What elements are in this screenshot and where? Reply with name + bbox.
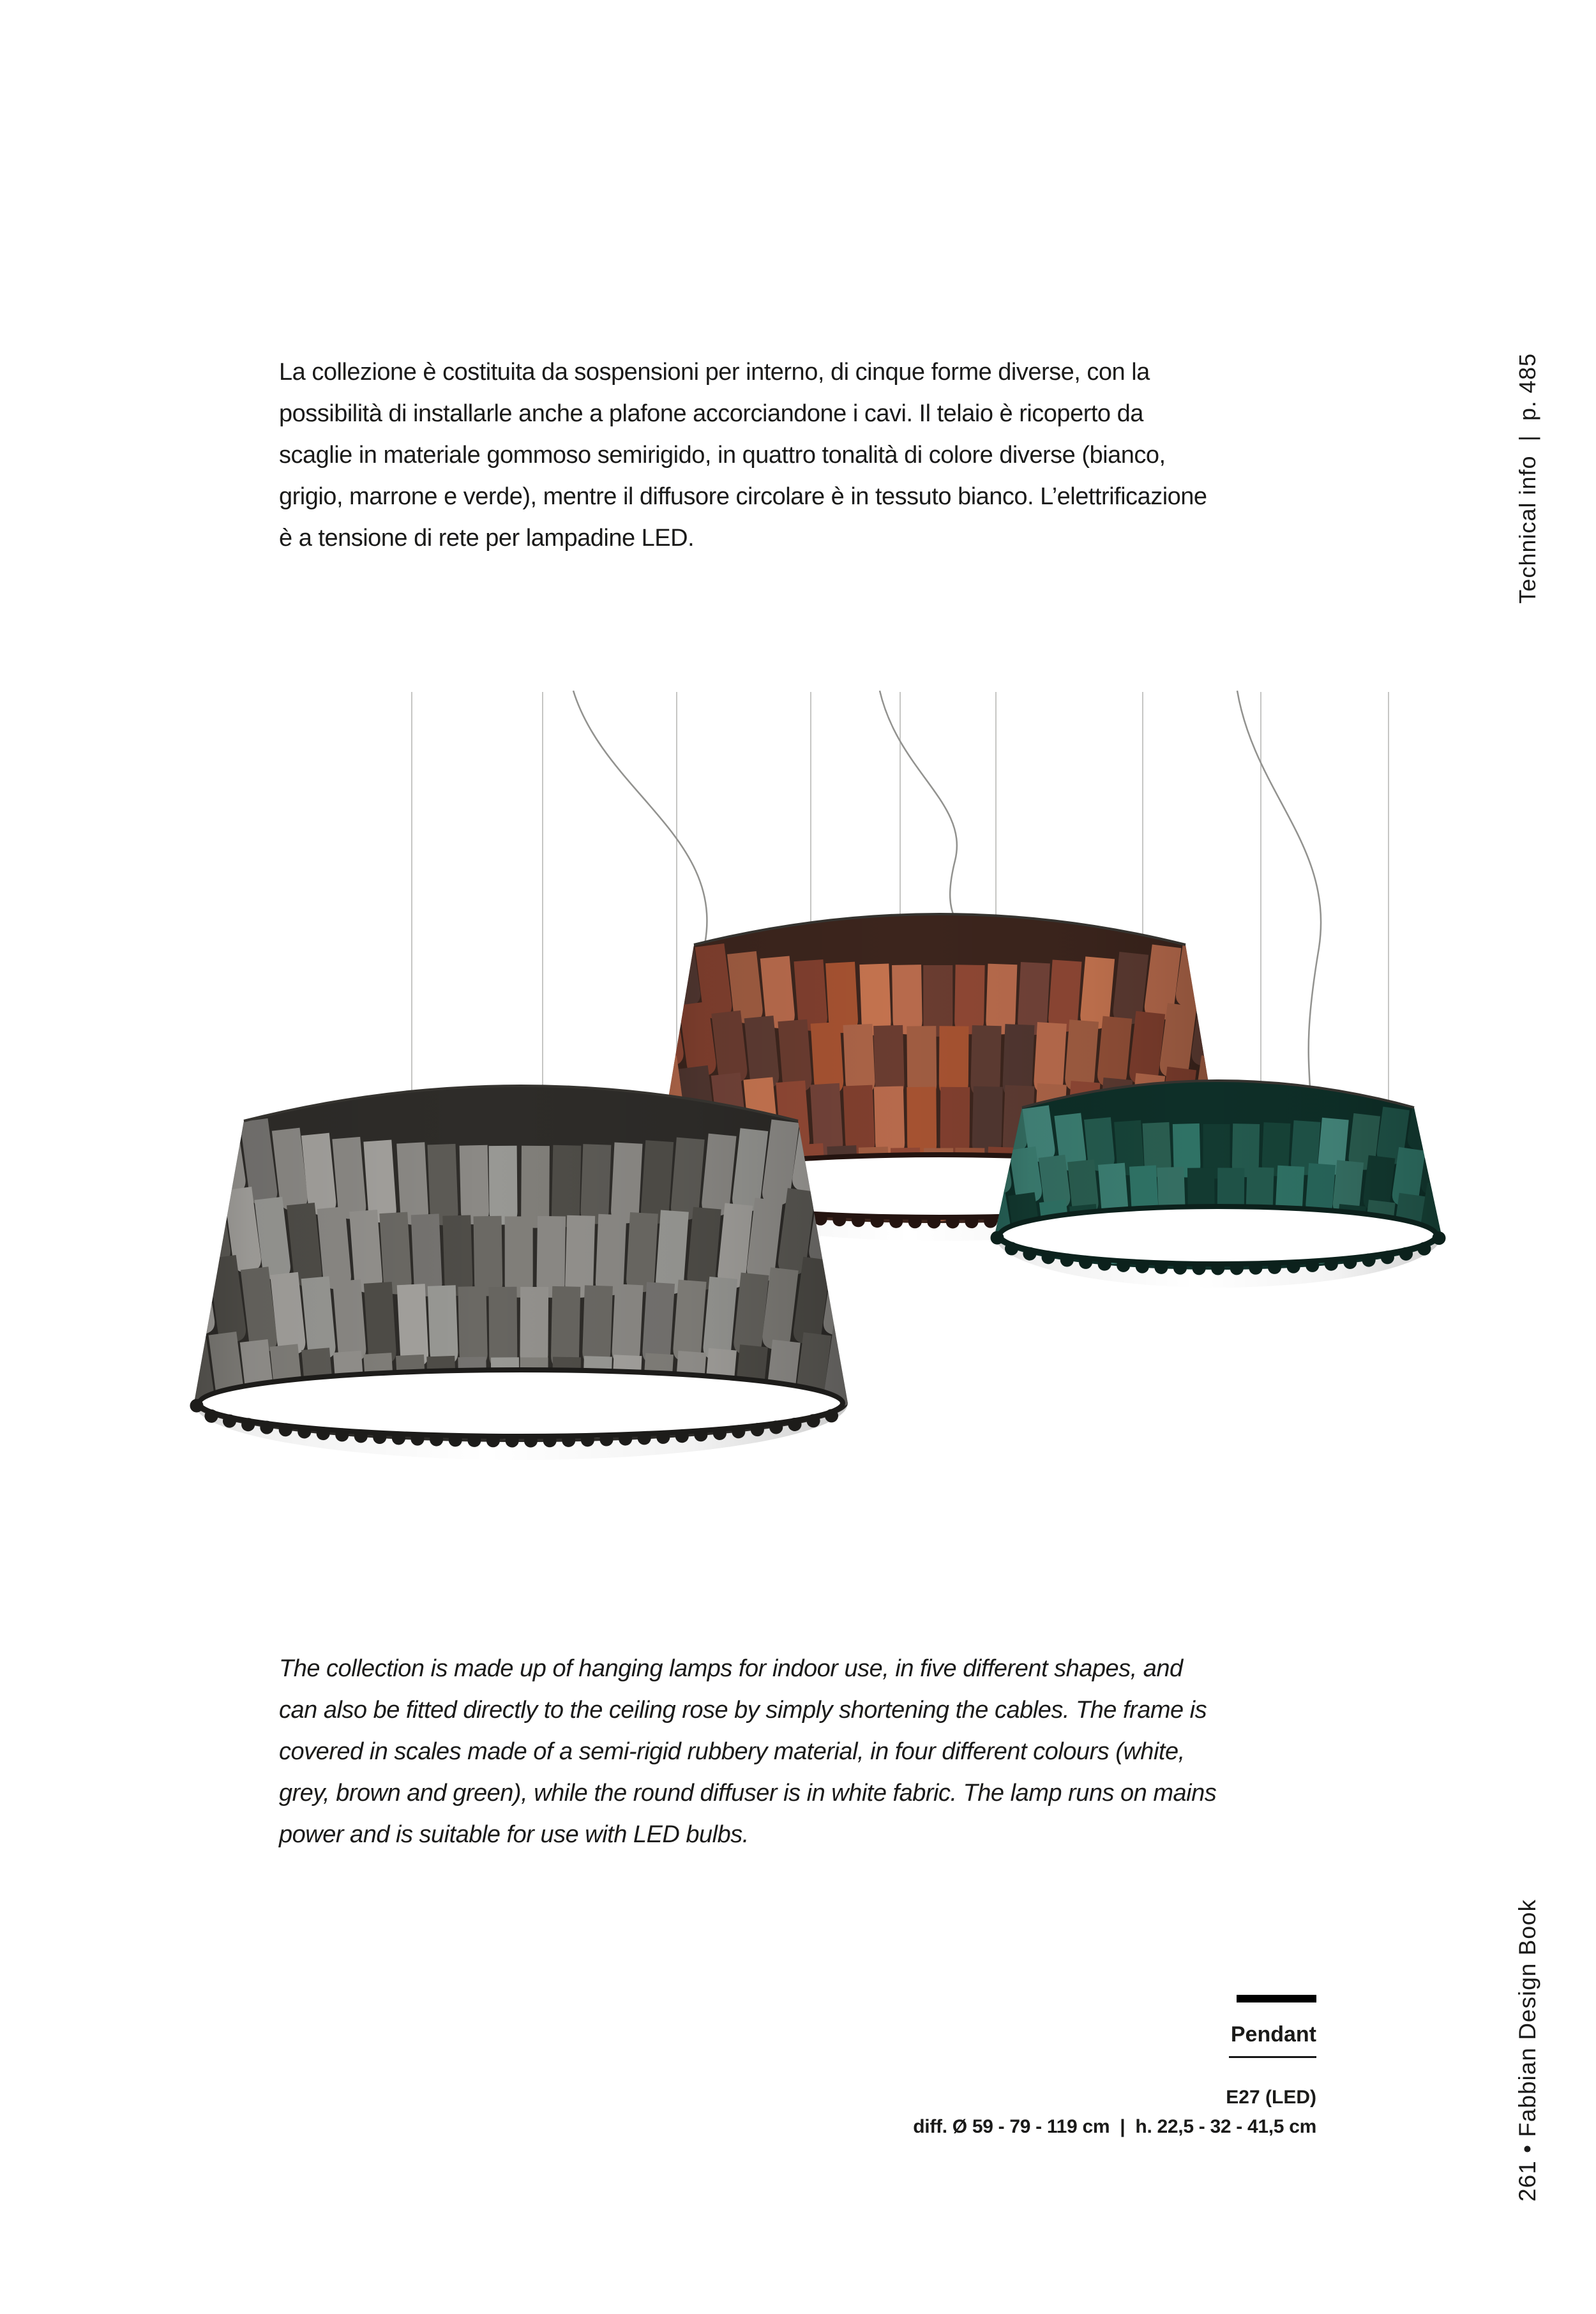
product-type-label: Pendant: [1230, 2022, 1316, 2047]
description-paragraph-english: The collection is made up of hanging lamps for indoor use, in five different shapes, and can also be fitted directly to the ceiling rose by simply shortening the cables. The frame is covered in scales made of a semi-rigid rubbery material, in four different colours (white, grey, brown and green), while the round diffuser is in white fabric. The lamp runs on mains power and is suitable for use with LED bulbs.: [279, 1655, 1217, 1848]
product-underline: [1229, 2056, 1316, 2058]
technical-info-sidebar: Technical info | p. 485: [1514, 353, 1540, 604]
intro-paragraph-italian: La collezione è costituita da sospensioni per interno, di cinque forme diverse, con la possibilità di installarle anche a plafone accorciandone i cavi. Il telaio è ricoperto da scaglie in materiale gommoso semirigido, in quattro tonalità di colore diverse (bianco, grigio, marrone e verde), mentre il diffusore circolare è in tessuto bianco. L’elettrificazione è a tensione di rete per lampadine LED.: [279, 359, 1207, 552]
page-footer-sidebar: 261 • Fabbian Design Book: [1514, 1899, 1540, 2202]
dimensions-spec: diff. Ø 59 - 79 - 119 cm | h. 22,5 - 32 - 41,5 cm: [913, 2116, 1316, 2137]
pendant-lamps-illustration: [160, 689, 1468, 1583]
socket-spec: E27 (LED): [1226, 2087, 1316, 2108]
product-divider-bar: [1237, 1995, 1316, 2002]
product-image: [160, 689, 1468, 1583]
product-info-block: [913, 1995, 1316, 2138]
